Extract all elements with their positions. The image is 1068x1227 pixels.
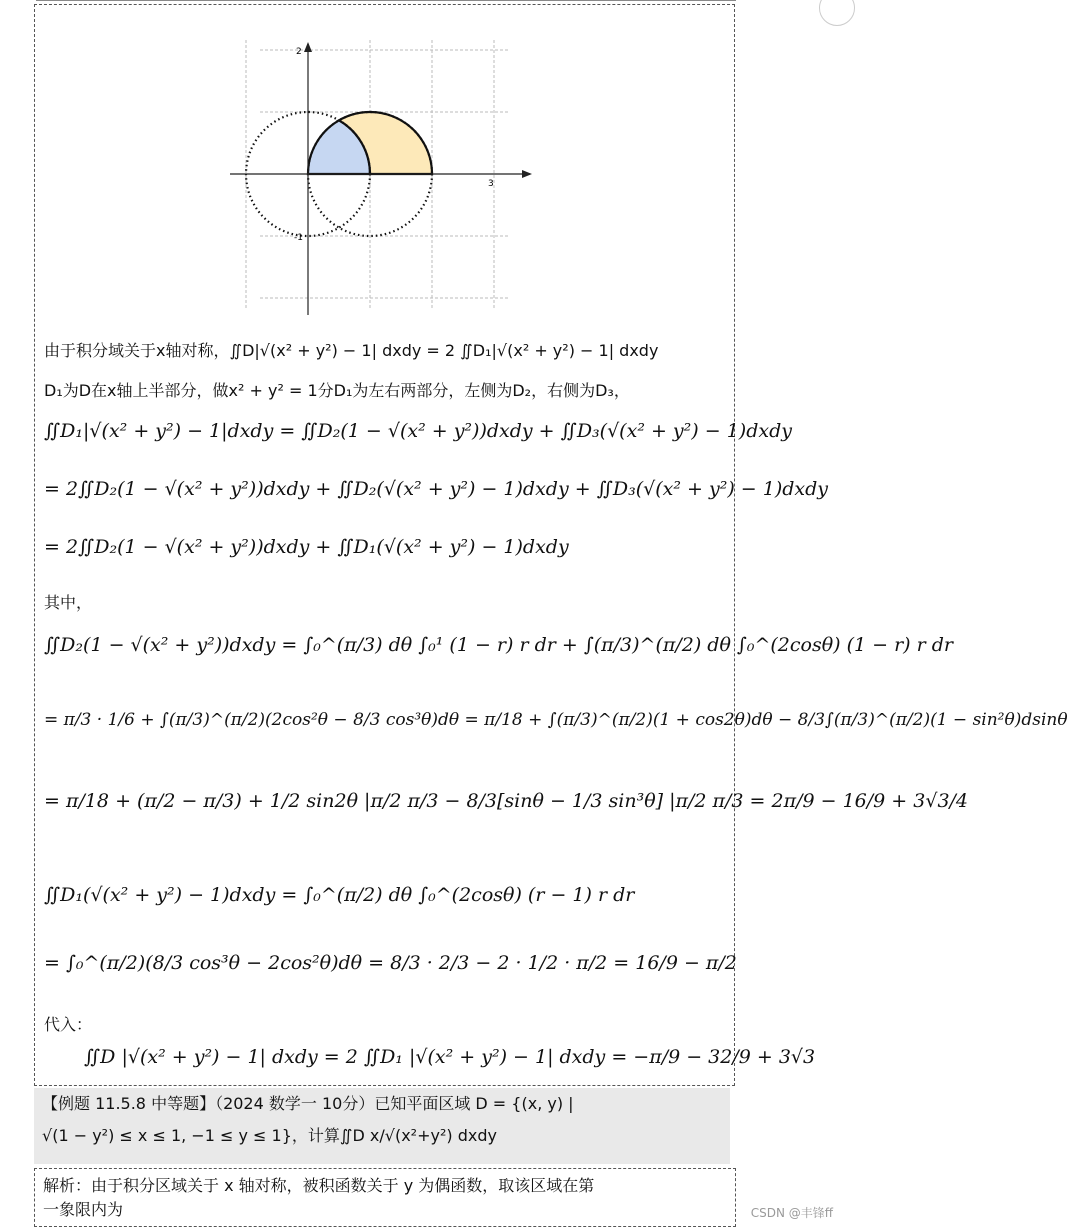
example-box [34, 1088, 730, 1164]
analysis-line-2: 一象限内为 [43, 1200, 124, 1219]
line-eq-4: ∬D₂(1 − √(x² + y²))dxdy = ∫₀^(π/3) dθ ∫₀¹ (1 − r) r dr + ∫(π/3)^(π/2) dθ ∫₀^(2cosθ) (1 − r) r dr [44, 634, 953, 656]
line-qizhong: 其中， [44, 593, 93, 612]
line-eq-3: = 2∬D₂(1 − √(x² + y²))dxdy + ∬D₁(√(x² + y²) − 1)dxdy [44, 536, 569, 558]
y-axis-arrow [304, 42, 312, 52]
example-line-2: √(1 − y²) ≤ x ≤ 1, −1 ≤ y ≤ 1}，计算∬D x/√(x²+y²) dxdy [42, 1126, 497, 1145]
y-tick-neg1: -1 [294, 233, 303, 243]
example-line-1: 【例题 11.5.8 中等题】（2024 数学一 10分）已知平面区域 D = {(x, y) | [42, 1094, 574, 1113]
scroll-corner-button[interactable] [819, 0, 855, 26]
analysis-line-1: 解析：由于积分区域关于 x 轴对称，被积函数关于 y 为偶函数，取该区域在第 [43, 1176, 595, 1195]
x-axis-arrow [522, 170, 532, 178]
x-tick-3: 3 [488, 179, 494, 189]
line-eq-7: ∬D₁(√(x² + y²) − 1)dxdy = ∫₀^(π/2) dθ ∫₀^(2cosθ) (r − 1) r dr [44, 884, 635, 906]
region-figure [230, 40, 540, 324]
y-tick-2: 2 [296, 47, 302, 57]
line-substitute: 代入： [44, 1015, 93, 1034]
line-eq-5: = π/3 · 1/6 + ∫(π/3)^(π/2)(2cos²θ − 8/3 cos³θ)dθ = π/18 + ∫(π/3)^(π/2)(1 + cos2θ)dθ − 8/3∫(π/3)^(π/2)(1 − sin²θ)dsinθ [44, 710, 1068, 730]
analysis-box [34, 1168, 736, 1227]
line-symmetry: 由于积分域关于x轴对称，∬D|√(x² + y²) − 1| dxdy = 2 ∬D₁|√(x² + y²) − 1| dxdy [44, 341, 659, 360]
region-diagram [230, 40, 540, 320]
line-eq-8: = ∫₀^(π/2)(8/3 cos³θ − 2cos²θ)dθ = 8/3 · 2/3 − 2 · 1/2 · π/2 = 16/9 − π/2 [44, 952, 737, 974]
line-split-d1: D₁为D在x轴上半部分，做x² + y² = 1分D₁为左右两部分，左侧为D₂，右侧为D₃， [44, 381, 630, 400]
line-final: ∬D |√(x² + y²) − 1| dxdy = 2 ∬D₁ |√(x² + y²) − 1| dxdy = −π/9 − 32/9 + 3√3 [84, 1046, 816, 1068]
line-eq-1: ∬D₁|√(x² + y²) − 1|dxdy = ∬D₂(1 − √(x² + y²))dxdy + ∬D₃(√(x² + y²) − 1)dxdy [44, 420, 792, 442]
line-eq-2: = 2∬D₂(1 − √(x² + y²))dxdy + ∬D₂(√(x² + y²) − 1)dxdy + ∬D₃(√(x² + y²) − 1)dxdy [44, 478, 829, 500]
line-eq-6: = π/18 + (π/2 − π/3) + 1/2 sin2θ |π/2 π/3 − 8/3[sinθ − 1/3 sin³θ] |π/2 π/3 = 2π/9 − 16/9 + 3√3/4 [44, 790, 969, 812]
csdn-watermark: CSDN @丰锋ff [750, 1206, 833, 1220]
